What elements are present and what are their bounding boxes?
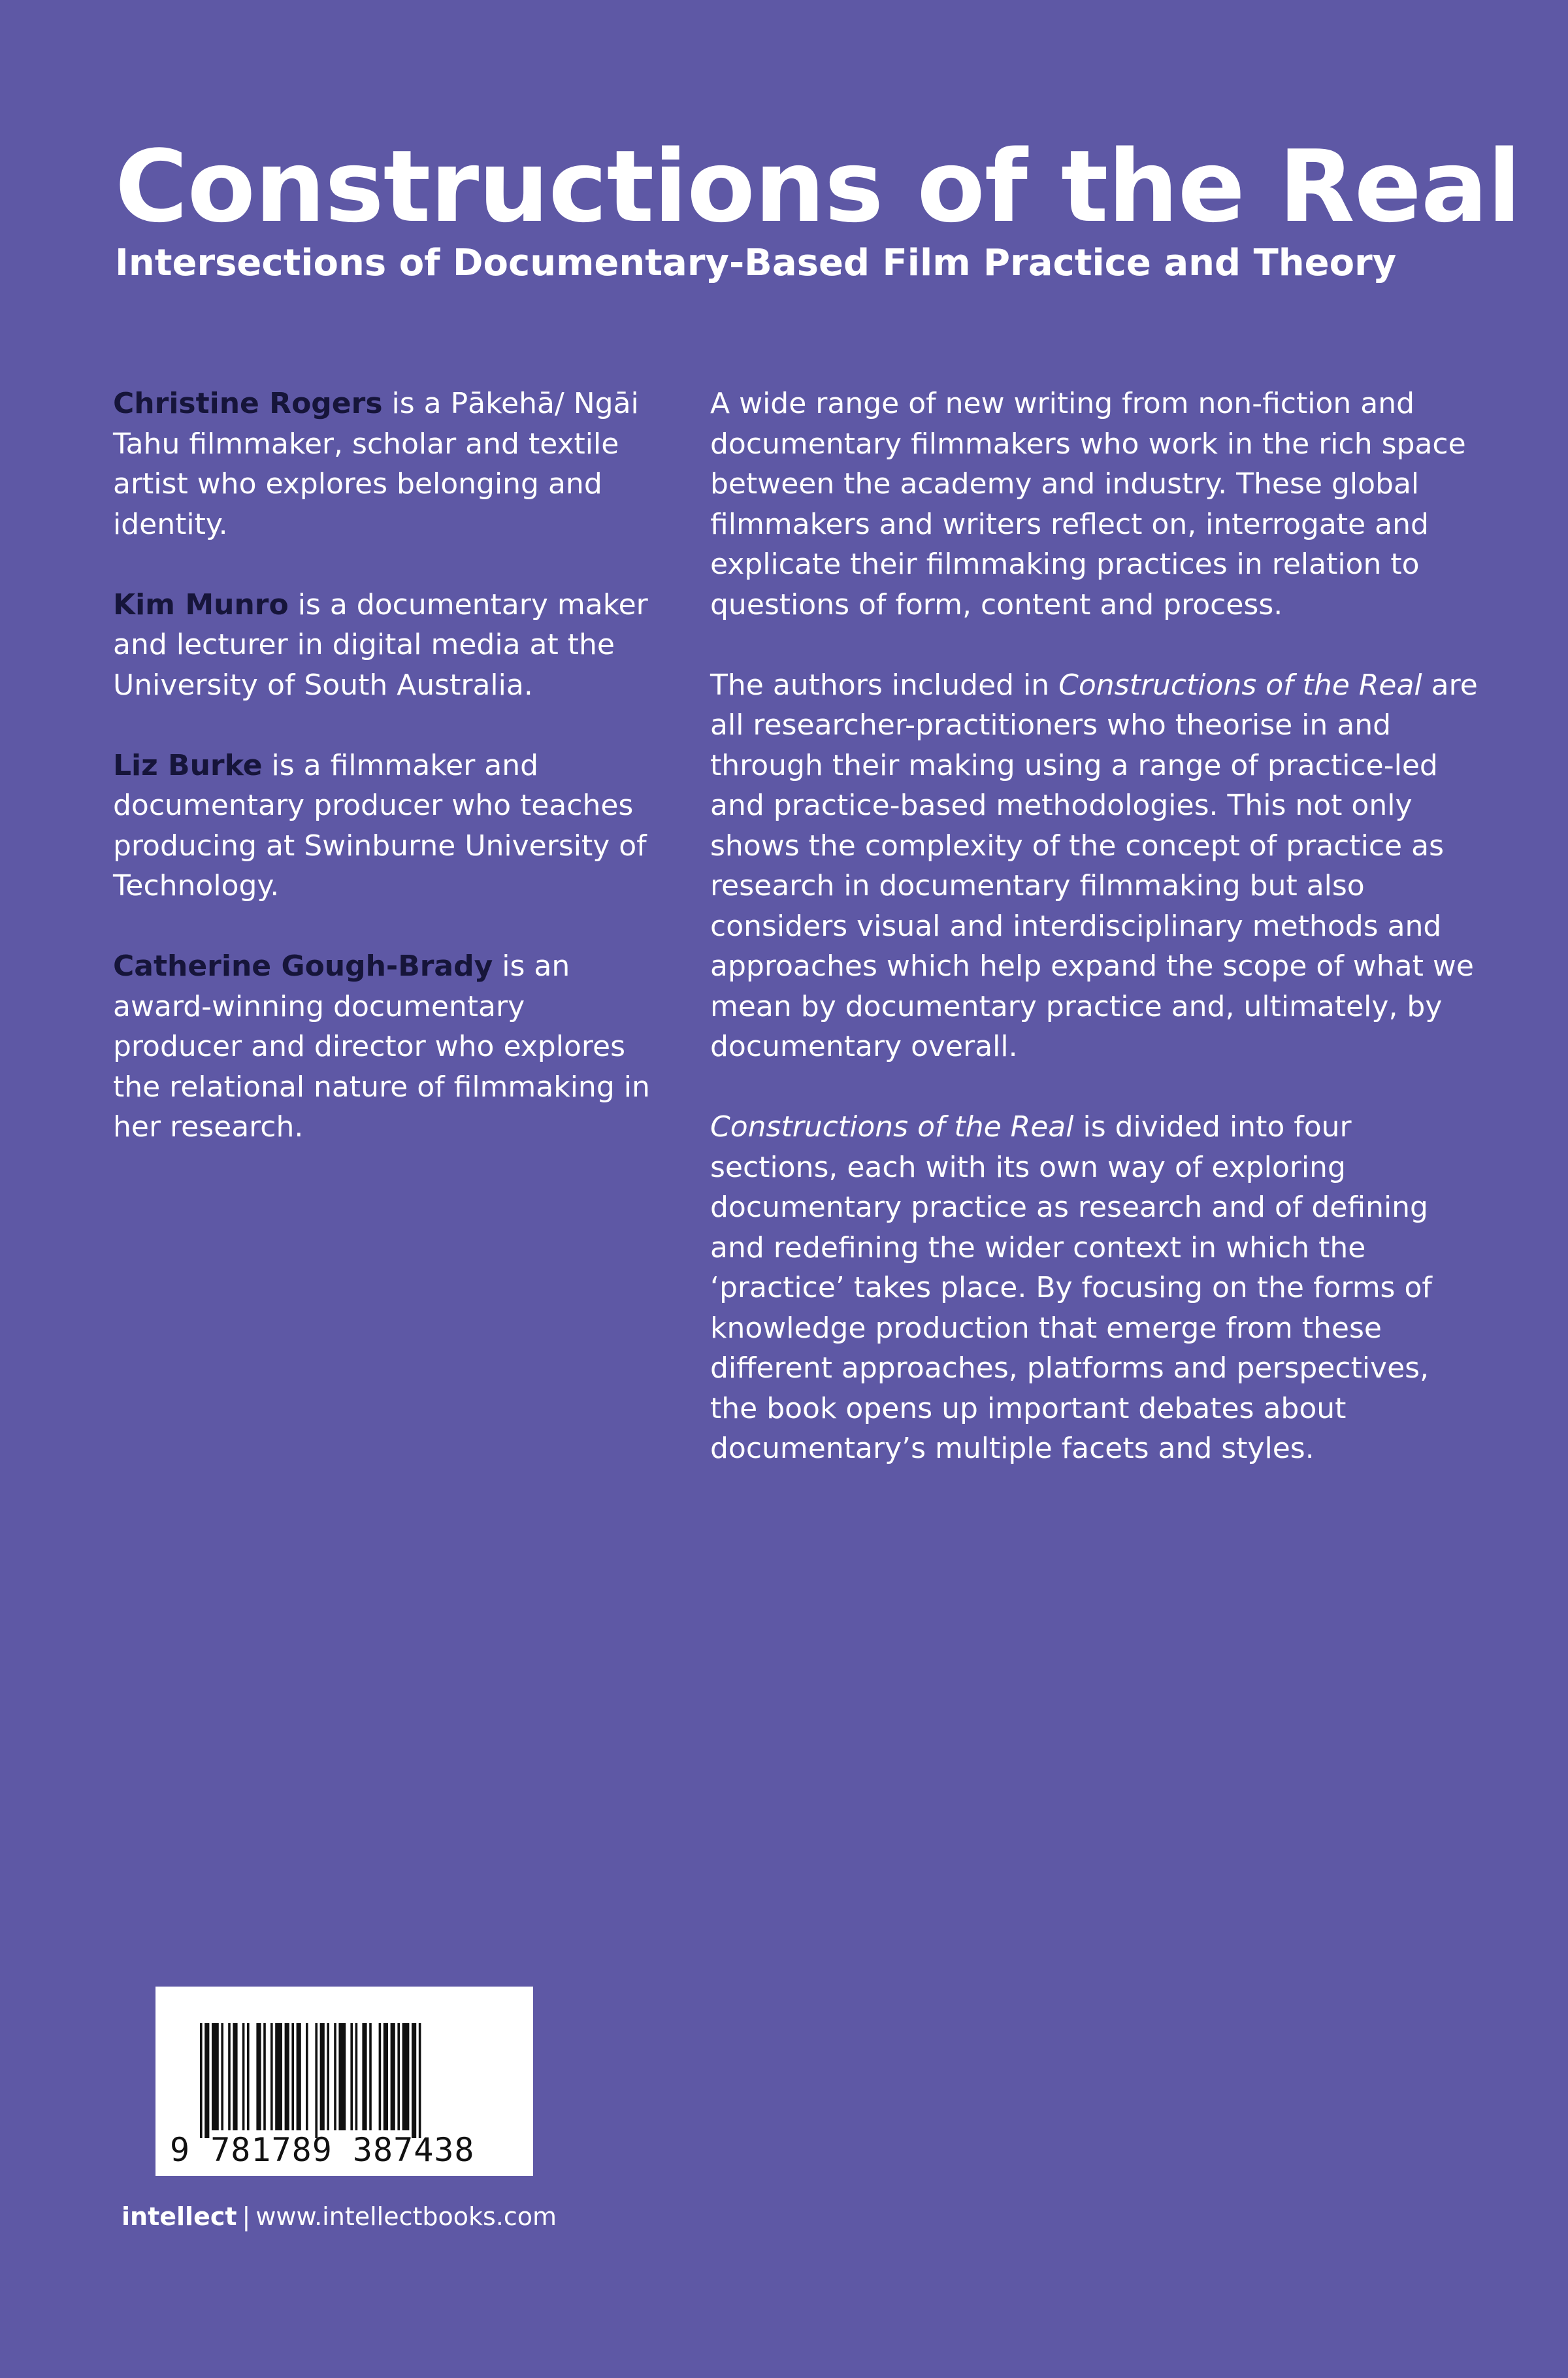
barcode-bar xyxy=(221,2023,223,2130)
barcode-bar xyxy=(391,2023,395,2130)
barcode-bar xyxy=(275,2023,282,2130)
barcode-bar xyxy=(419,2023,421,2138)
blurb-paragraph xyxy=(710,665,1481,1067)
barcode-bar xyxy=(355,2023,358,2130)
barcode-bar xyxy=(369,2023,372,2130)
barcode-bar xyxy=(397,2023,400,2130)
barcode-bar xyxy=(402,2023,410,2130)
barcode-bar xyxy=(412,2023,416,2138)
barcode-bar xyxy=(200,2023,203,2138)
author-bio xyxy=(113,946,655,1148)
author-name: Catherine Gough-Brady xyxy=(113,950,493,983)
isbn-number: 9 781789 387438 xyxy=(170,2131,475,2169)
barcode-bar xyxy=(306,2023,308,2130)
author-bio-text: is a filmmaker and documentary producer who teaches producing at Swinburne University of Technology. xyxy=(113,748,647,902)
author-name: Liz Burke xyxy=(113,748,263,782)
author-bio xyxy=(113,746,655,906)
author-bio-text: is a Pākehā/ Ngāi Tahu filmmaker, scholar and textile artist who explores belonging and identity. xyxy=(113,387,639,541)
blurb-text: are all researcher-practitioners who theorise in and through their making using a range of practice-led and practice-based methodologies. This not only shows the complexity of the concept of practice as research in documentary filmmaking but also considers visual and interdisciplinary methods and approaches which help expand the scope of what we mean by documentary practice and, ultimately, by documentary overall. xyxy=(710,668,1478,1063)
barcode-bar xyxy=(315,2023,318,2138)
book-title-italic: Constructions of the Real xyxy=(1058,668,1422,702)
book-blurb xyxy=(710,384,1481,1509)
author-bios xyxy=(113,384,655,1187)
author-bio-text: is an award-winning documentary producer and director who explores the relational nature of filmmaking in her research. xyxy=(113,950,650,1144)
barcode-bar xyxy=(334,2023,336,2130)
blurb-text: is divided into four sections, each with its own way of exploring documentary practice as research and of defining and redefining the wider context in which the ‘practice’ takes place. By focusing on the forms of knowledge production that emerge from these different approaches, platforms and perspectives, the book opens up important debates about documentary’s multiple facets and styles. xyxy=(710,1110,1432,1465)
blurb-paragraph xyxy=(710,1107,1481,1469)
isbn-barcode xyxy=(155,1987,533,2176)
blurb-paragraph: A wide range of new writing from non-fiction and documentary filmmakers who work in the rich space between the academy and industry. These global filmmakers and writers reflect on, interrogate and explicate their filmmaking practices in relation to questions of form, content and process. xyxy=(710,387,1466,621)
barcode-bar xyxy=(233,2023,237,2130)
barcode-bar xyxy=(327,2023,329,2130)
book-subtitle: Intersections of Documentary-Based Film Practice and Theory xyxy=(115,242,1397,284)
barcode-bar xyxy=(350,2023,353,2130)
barcode-bar xyxy=(379,2023,382,2130)
barcode-bar xyxy=(384,2023,388,2130)
barcode-bar xyxy=(256,2023,261,2130)
book-title: Constructions of the Real xyxy=(115,129,1521,244)
publisher-line xyxy=(122,2198,557,2235)
barcode-bar xyxy=(320,2023,325,2130)
publisher-url[interactable]: www.intellectbooks.com xyxy=(255,2202,557,2231)
blurb-text: The authors included in xyxy=(710,668,1059,702)
barcode-bar xyxy=(263,2023,266,2130)
publisher-logo: intellect xyxy=(122,2202,237,2231)
barcode-bar xyxy=(204,2023,209,2138)
author-name: Christine Rogers xyxy=(113,387,383,420)
author-bio-text: is a documentary maker and lecturer in digital media at the University of South Australia. xyxy=(113,587,648,702)
barcode-bar xyxy=(285,2023,289,2130)
author-bio xyxy=(113,585,655,706)
barcode-bar xyxy=(270,2023,273,2130)
barcode-bar xyxy=(212,2023,219,2130)
barcode-bar xyxy=(247,2023,250,2130)
barcode-bar xyxy=(242,2023,245,2130)
barcode-bar xyxy=(338,2023,346,2130)
barcode-bar xyxy=(228,2023,231,2130)
barcode-bar xyxy=(297,2023,301,2130)
barcode-bar xyxy=(362,2023,367,2130)
book-title-italic: Constructions of the Real xyxy=(710,1110,1074,1144)
author-bio xyxy=(113,384,655,544)
publisher-separator: | xyxy=(242,2202,251,2231)
barcode-bar xyxy=(291,2023,294,2130)
author-name: Kim Munro xyxy=(113,587,289,621)
